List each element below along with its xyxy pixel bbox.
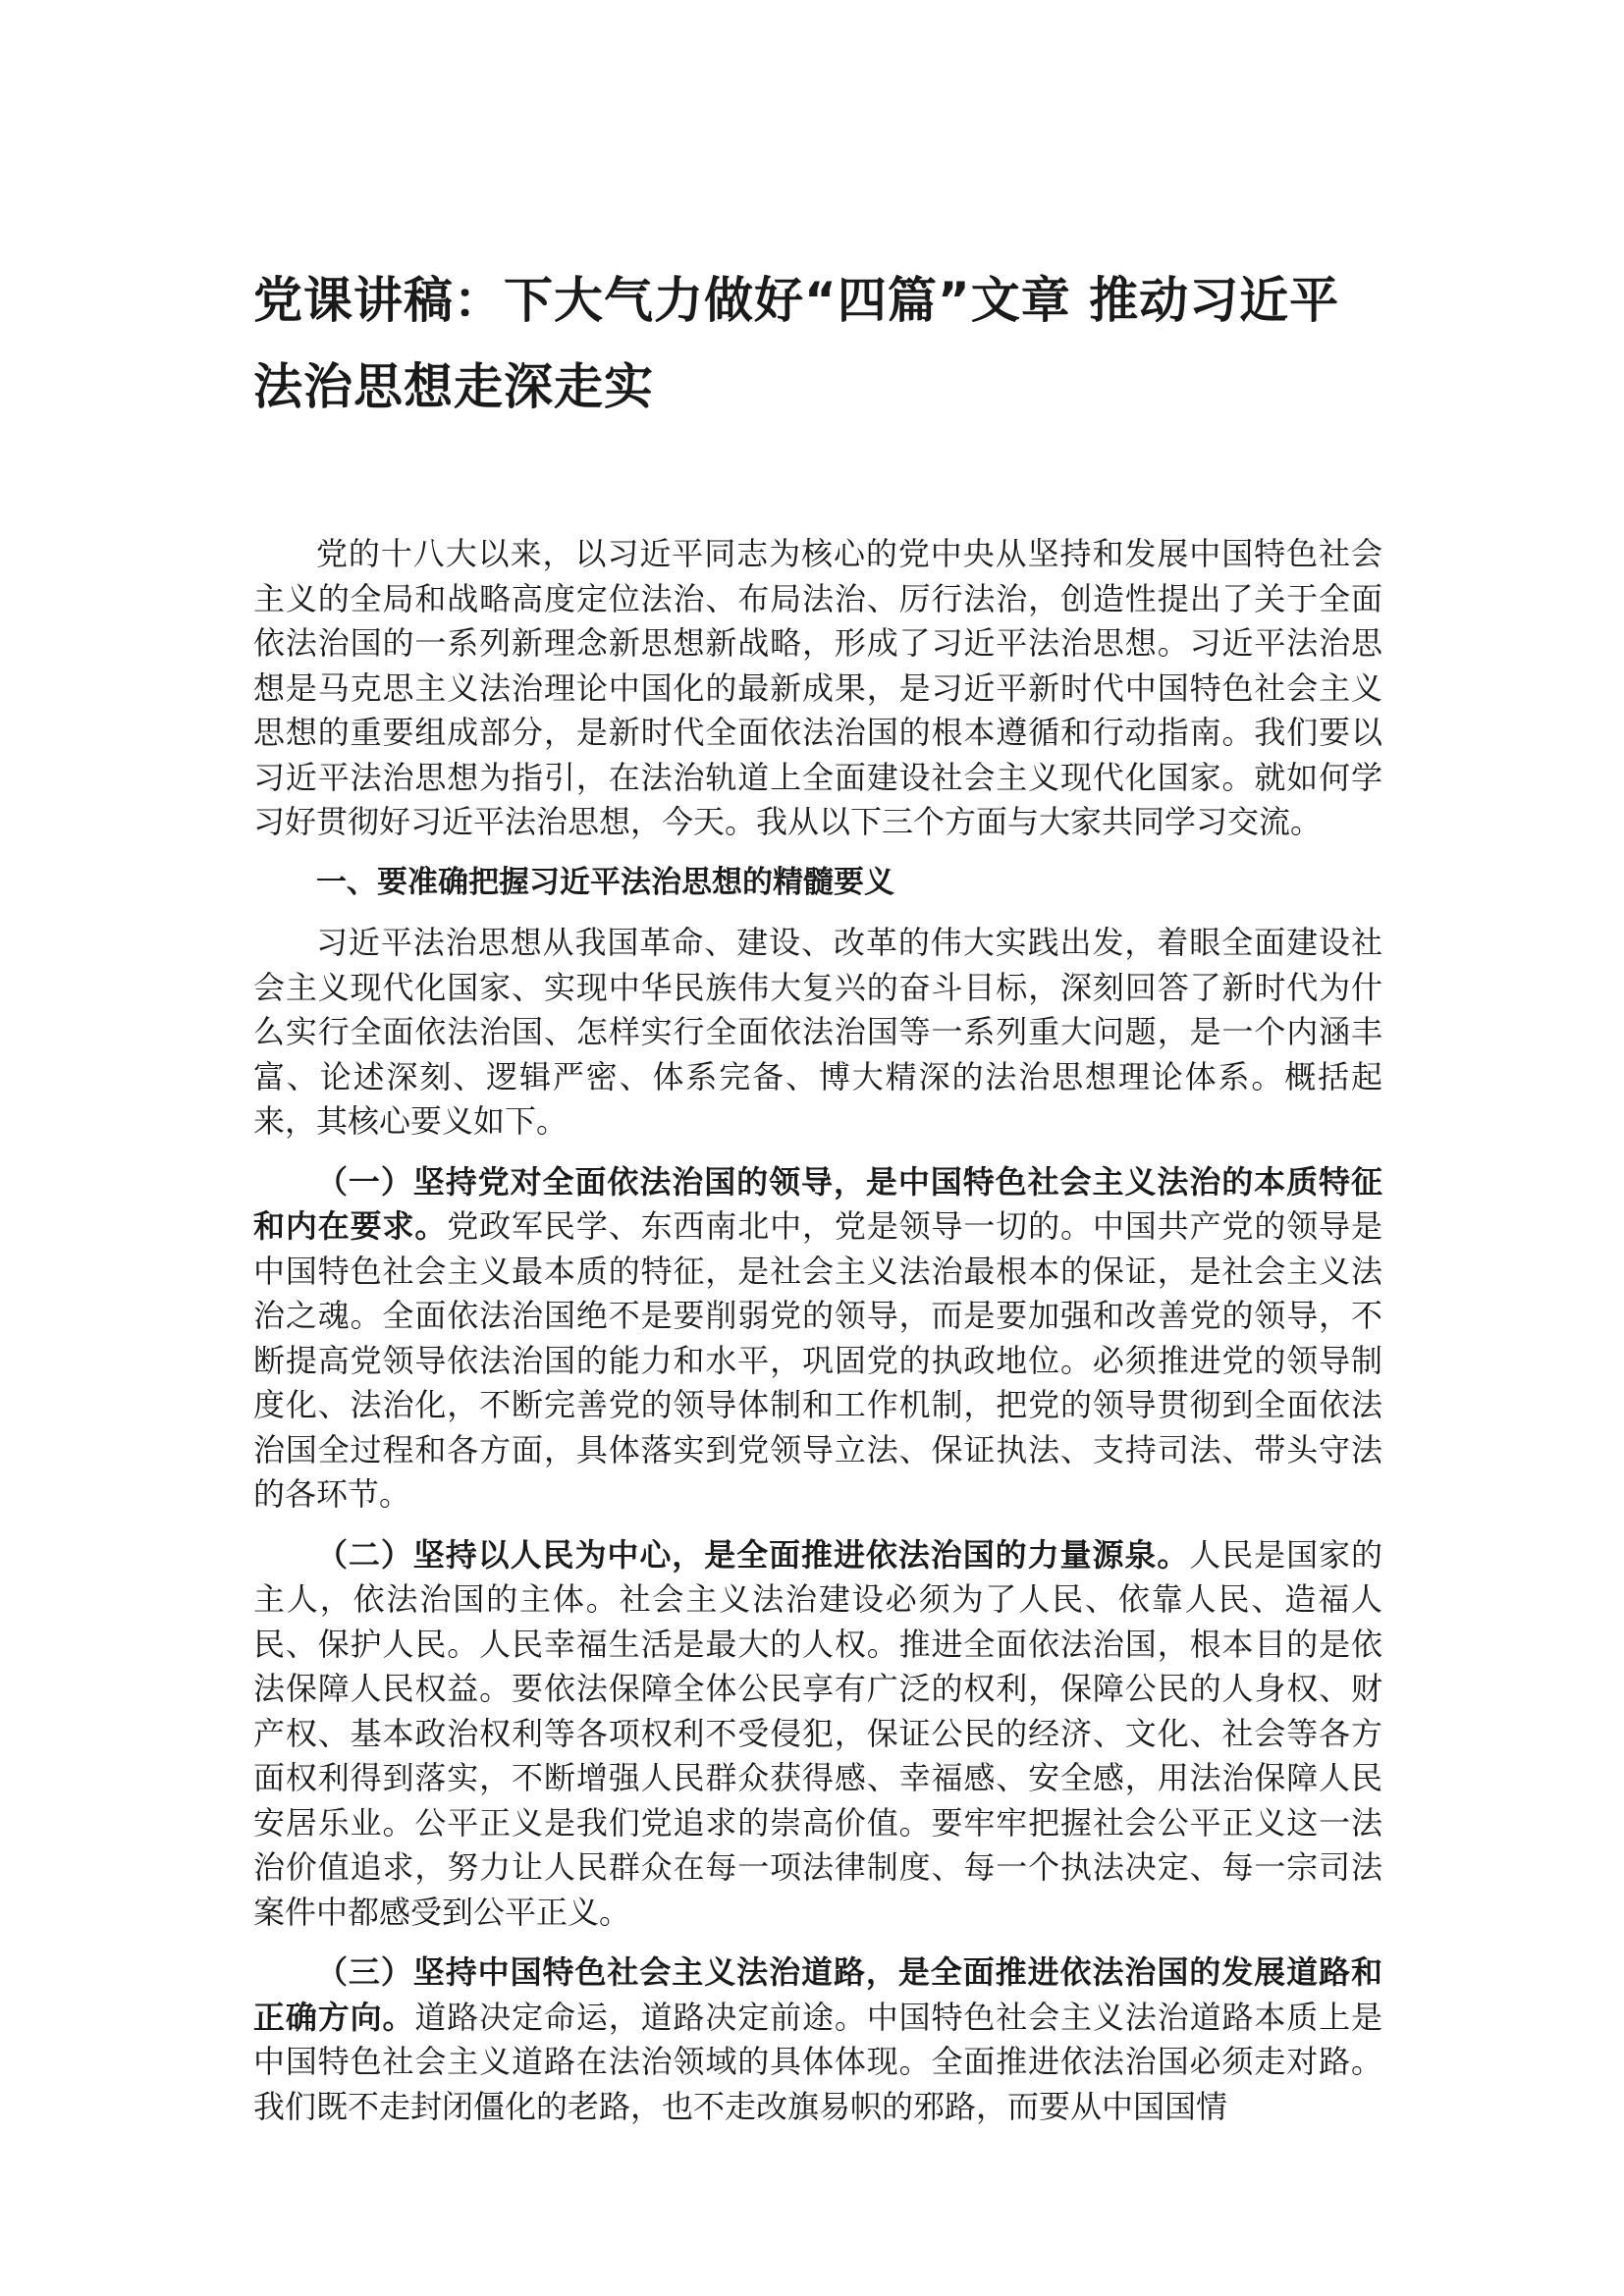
point-3-text: 道路决定命运，道路决定前途。中国特色社会主义法治道路本质上是中国特色社会主义道路在法治领域的具体体现。全面推进依法治国必须走对路。我们既不走封闭僵化的老路，也不走改旗易帜的邪路，而要从中国国情 bbox=[253, 1998, 1382, 2125]
point-2-text: 人民是国家的主人，依法治国的主体。社会主义法治建设必须为了人民、依靠人民、造福人民、保护人民。人民幸福生活是最大的人权。推进全面依法治国，根本目的是依法保障人民权益。要依法保障全体公民享有广泛的权利，保障公民的人身权、财产权、基本政治权利等各项权利不受侵犯，保证公民的经济、文化、社会等各方面权利得到落实，不断增强人民群众获得感、幸福感、安全感，用法治保障人民安居乐业。公平正义是我们党追求的崇高价值。要牢牢把握社会公平正义这一法治价值追求，努力让人民群众在每一项法律制度、每一个执法决定、每一宗司法案件中都感受到公平正义。 bbox=[253, 1535, 1382, 1931]
title-line-2: 法治思想走深走实 bbox=[253, 358, 654, 415]
point-3-paragraph bbox=[253, 1950, 1382, 2129]
point-2-lead: （二）坚持以人民为中心，是全面推进依法治国的力量源泉。 bbox=[316, 1535, 1190, 1574]
intro-paragraph: 党的十八大以来，以习近平同志为核心的党中央从坚持和发展中国特色社会主义的全局和战略高度定位法治、布局法治、厉行法治，创造性提出了关于全面依法治国的一系列新理念新思想新战略，形成了习近平法治思想。习近平法治思想是马克思主义法治理论中国化的最新成果，是习近平新时代中国特色社会主义思想的重要组成部分，是新时代全面依法治国的根本遵循和行动指南。我们要以习近平法治思想为指引，在法治轨道上全面建设社会主义现代化国家。就如何学习好贯彻好习近平法治思想，今天。我从以下三个方面与大家共同学习交流。 bbox=[253, 535, 1382, 840]
section-1-paragraph: 习近平法治思想从我国革命、建设、改革的伟大实践出发，着眼全面建设社会主义现代化国家、实现中华民族伟大复兴的奋斗目标，深刻回答了新时代为什么实行全面依法治国、怎样实行全面依法治国等一系列重大问题，是一个内涵丰富、论述深刻、逻辑严密、体系完备、博大精深的法治思想理论体系。概括起来，其核心要义如下。 bbox=[253, 924, 1382, 1140]
title-line-1: 党课讲稿：下大气力做好“四篇”文章 推动习近平 bbox=[253, 272, 1340, 329]
point-2-paragraph bbox=[253, 1533, 1382, 1936]
point-1-paragraph bbox=[253, 1160, 1382, 1518]
document-page bbox=[253, 257, 1382, 2145]
point-3-lead: （三）坚持中国特色社会主义法治道路，是全面推进依法治国的发展道路和正确方向。 bbox=[253, 1953, 1382, 2036]
section-1-heading: 一、要准确把握习近平法治思想的精髓要义 bbox=[316, 864, 894, 900]
document-body bbox=[253, 532, 1382, 2129]
point-1-lead: （一）坚持党对全面依法治国的领导，是中国特色社会主义法治的本质特征和内在要求。 bbox=[253, 1162, 1382, 1245]
point-1-text: 党政军民学、东西南北中，党是领导一切的。中国共产党的领导是中国特色社会主义最本质的特征，是社会主义法治最根本的保证，是社会主义法治之魂。全面依法治国绝不是要削弱党的领导，而是要加强和改善党的领导，不断提高党领导依法治国的能力和水平，巩固党的执政地位。必须推进党的领导制度化、法治化，不断完善党的领导体制和工作机制，把党的领导贯彻到全面依法治国全过程和各方面，具体落实到党领导立法、保证执法、支持司法、带头守法的各环节。 bbox=[253, 1207, 1382, 1513]
document-title bbox=[253, 257, 1382, 430]
